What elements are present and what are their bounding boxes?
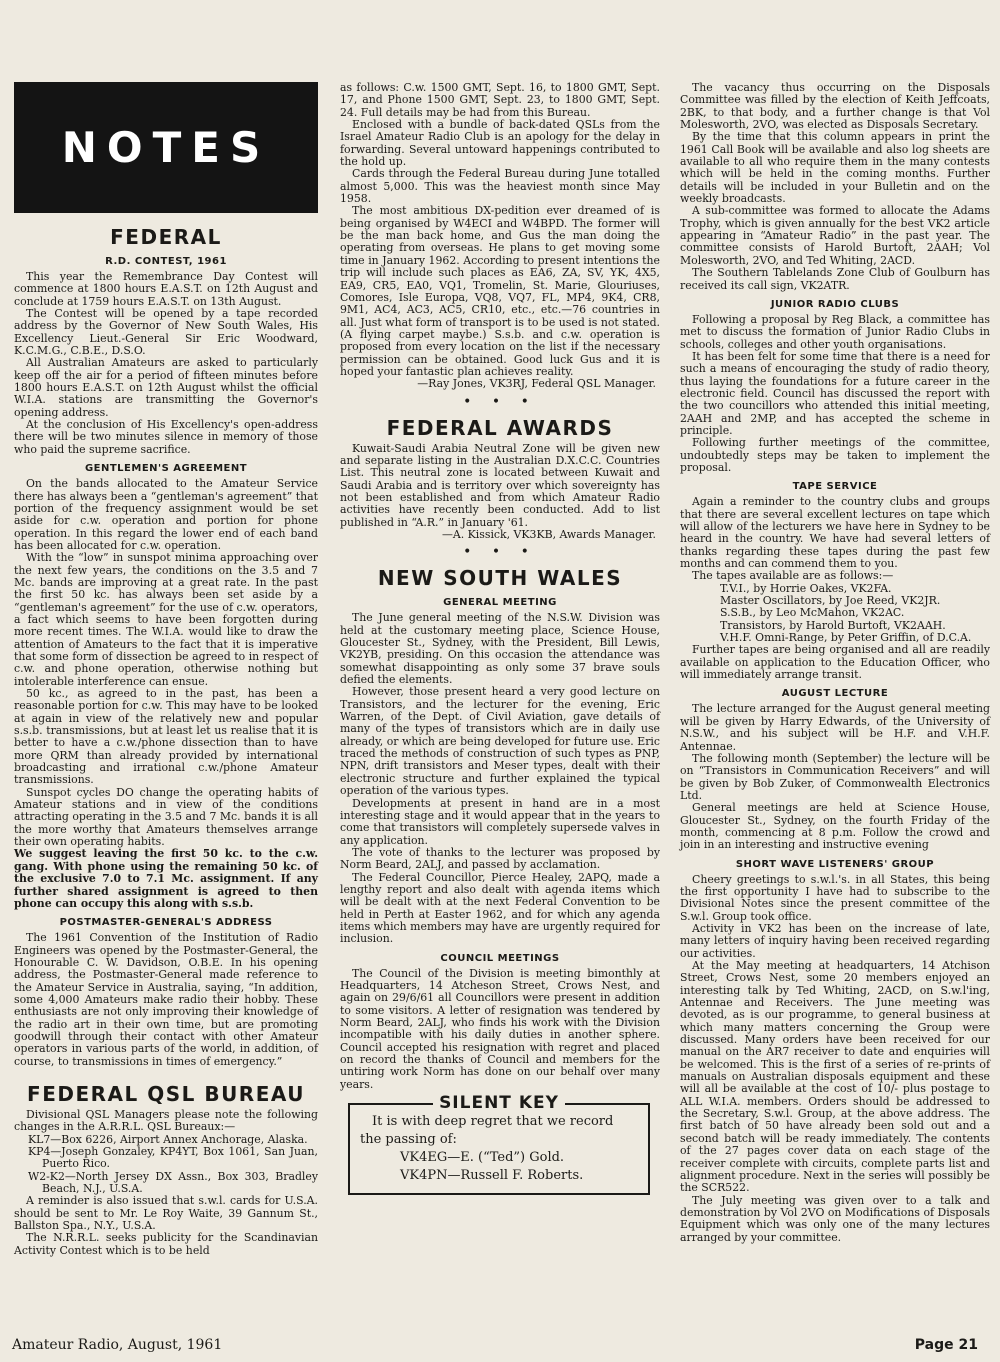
pmg-heading: POSTMASTER-GENERAL'S ADDRESS [59,917,273,929]
qsl-list-item: KP4—Joseph Gonzaley, KP4YT, Box 1061, San Juan, Puerto Rico. [28,1145,318,1171]
paragraph: Enclosed with a bundle of back-dated QSLs from the Israel Amateur Radio Club is an apology for the delay in forwarding. Several untoward happenings contributed to the hold up. [340,118,660,169]
rd-contest-heading: R.D. CONTEST, 1961 [105,256,227,267]
paragraph: The Council of the Division is meeting bimonthly at Headquarters, 14 Atcheson Street, Crows Nest, and again on 29/6/61 all Councillors were present in addition to some visitors. A letter of resignation was tendered by Norm Beard, 2ALJ, who finds his work with the Division incompatible with his daily duties in another sphere. Council accepted his resignation with regret and placed on record the thanks of Council and members for the untiring work Norm has done on our behalf over many years. [340,966,660,1091]
paragraph: Again a reminder to the country clubs and groups that there are several excellent lectures on tape which will allow of the lecturers we have here in Sydney to be heard in the country. We have had several letters of thanks regarding these tapes during the past few months and can commend them to you. [680,495,990,571]
gentlemens-heading: GENTLEMEN'S AGREEMENT [84,463,248,475]
paragraph: A reminder is also issued that s.w.l. cards for U.S.A. should be sent to Mr. Le Roy Waite, 39 Gannum St., Ballston Spa., N.Y., U.S.A. [14,1194,318,1233]
silent-key-member: VK4PN—Russell F. Roberts. [400,1168,584,1184]
swl-group-heading: SHORT WAVE LISTENERS' GROUP [735,858,935,870]
paragraph: The N.R.R.L. seeks publicity for the Scandinavian Activity Contest which is to be held [14,1231,318,1257]
tape-list-item: V.H.F. Omni-Range, by Peter Griffin, of D.C.A. [720,631,972,645]
paragraph: Following a proposal by Reg Black, a committee has met to discuss the formation of Junior Radio Clubs in schools, colleges and other youth organisations. [680,312,990,351]
paragraph: The Federal Councillor, Pierce Healey, 2APQ, made a lengthy report and also dealt with agenda items which will be dealt with at the next Federal Convention to be held in Perth at Easter 1962, and for which any agenda items which members may have are urgently required for inclusion. [340,870,660,946]
august-lecture-heading: AUGUST LECTURE [781,688,889,700]
paragraph: Cheery greetings to s.w.l.'s. in all States, this being the first opportunity I have had to subscribe to the Divisional Notes since the present committee of the S.w.l. Group took office. [680,872,990,923]
paragraph: as follows: C.w. 1500 GMT, Sept. 16, to 1800 GMT, Sept. 17, and Phone 1500 GMT, Sept. 23, to 1800 GMT, Sept. 24. Full details may be had from this Bureau. [340,81,660,119]
qsl-list-item: KL7—Box 6226, Airport Annex Anchorage, Alaska. [28,1132,308,1146]
paragraph: The June general meeting of the N.S.W. Division was held at the customary meeting place, Science House, Gloucester St., Sydney, with the President, Bill Lewis, VK2YB, presiding. On this occasion the attendance was somewhat disappointing as only some 37 brave souls defied the elements. [340,611,660,687]
paragraph: The vacancy thus occurring on the Disposals Committee was filled by the election of Keith Jeffcoats, 2BK, to that body, and a further change is that Vol Molesworth, 2VO, was elected as Disposals Secretary. [680,81,990,132]
column-middle [340,82,660,1195]
paragraph: Activity in VK2 has been on the increase of late, many letters of inquiry having been received regarding our activities. [680,921,990,960]
paragraph: It has been felt for some time that there is a need for such a means of encouraging the study of radio theory, thus laying the foundations for a future career in the electronic field. Council has discussed the report with the two councillors who attended this initial meeting, 2AAH and 2MP, and has accepted the scheme in principle. [680,349,990,437]
council-meetings-heading: COUNCIL MEETINGS [440,952,560,964]
signature: —Ray Jones, VK3RJ, Federal QSL Manager. [417,377,656,391]
paragraph: At the May meeting at headquarters, 14 Atchison Street, Crows Nest, some 20 members enjoyed an interesting talk by Ted Whiting, 2ACD, on S.w.l'ing, Antennae and Receivers. The June meeting was devoted, as is our programme, to general business at which many matters concerning the Group were discussed. Many orders have been received for our manual on the AR7 receiver to date and enquiries will be welcomed. This is the first of a series of re-prints of manuals on Australian disposals equipment and these will all be available at the cost of 10/- plus postage to ALL W.I.A. members. Orders should be addressed to the Secretary, S.w.l. Group, at the above address. The first batch of 50 have already been sold out and a second batch will be ready immediately. The contents of the 27 pages cover data on each stage of the receiver complete with circuits, complete parts list and alignment procedure. Next in the series will possibly be the SCR522. [680,959,990,1195]
paragraph: Cards through the Federal Bureau during June totalled almost 5,000. This was the heaviest month since May 1958. [340,167,660,206]
paragraph: The most ambitious DX-pedition ever dreamed of is being organised by W4ECI and W4BPD. The former will be the man back home, and Gus the man doing the operating from overseas. He plans to get moving some time in January 1962. According to present intentions the trip will include such places as EA6, ZA, SV, YK, 4X5, EA9, CR5, EA0, VQ1, Tromelin, St. Marie, Glouriuses, Comores, Isle Europa, VQ8, VQ7, FL, MP4, 9K4, CR8, 9M1, AC4, AC3, AC5, CR10, etc., etc.—76 countries in all. Just what form of transport is to be used is not stated. (A flying carpet maybe.) S.s.b. and c.w. operation is proposed from every location on the list if the necessary permission can be obtained. Good luck Gus and it is hoped your fantastic plan achieves reality. [340,204,660,378]
qsl-bureau-title: FEDERAL QSL BUREAU [27,1081,305,1106]
silent-key-member: VK4EG—E. (“Ted”) Gold. [400,1150,565,1166]
paragraph: General meetings are held at Science House, Gloucester St., Sydney, on the fourth Friday of the month, commencing at 8 p.m. Follow the crowd and join in an interesting and instructive evening [680,801,990,852]
paragraph: Developments at present in hand are in a most interesting stage and it would appear that in the years to come that transistors will completely supersede valves in any application. [340,796,660,847]
bold-suggestion: We suggest leaving the first 50 kc. to the c.w. gang. With phone using the remaining 50 kc. of the exclusive 7.0 to 7.1 Mc. assignment. If any further shared assignment is agreed to then phone can occupy this along with s.s.b. [14,847,318,910]
paragraph: Kuwait-Saudi Arabia Neutral Zone will be given new and separate listing in the Australian D.X.C.C. Countries List. This neutral zone is located between Kuwait and Saudi Arabia and is territory over which sovereignty has not been established and from which Amateur Radio activities have recently been conducted. Add to list published in “A.R.” in January '61. [340,441,660,529]
paragraph: By the time that this column appears in print the 1961 Call Book will be available and also log sheets are available to all who require them in the many contests which will be held in the coming months. Further details will be included in your Bulletin and on the weekly broadcasts. [680,130,990,206]
section-divider: • • • [463,393,537,410]
paragraph: Sunspot cycles DO change the operating habits of Amateur stations and in view of the conditions attracting operating in the 3.5 and 7 Mc. bands it is all the more worthy that Amateurs themselves arrange their own operating habits. [14,785,318,849]
notes-banner [14,82,318,213]
column-left [14,82,318,1257]
paragraph: The July meeting was given over to a talk and demonstration by Vol 2VO on Modifications of Disposals Equipment which was only one of the many lectures arranged by your committee. [680,1193,990,1244]
tape-list-item: Transistors, by Harold Burtoft, VK2AAH. [720,618,946,632]
federal-title: FEDERAL [110,225,222,249]
silent-key-box [348,1093,650,1195]
federal-awards-title: FEDERAL AWARDS [386,415,614,440]
silent-key-title: SILENT KEY [433,1093,565,1113]
paragraph: The 1961 Convention of the Institution of Radio Engineers was opened by the Postmaster-General, the Honourable C. W. Davidson, O.B.E. In his opening address, the Postmaster-General made reference to the Amateur Service in Australia, saying, “In addition, some 4,000 Amateurs make radio their hobby. These enthusiasts are not only improving their knowledge of the radio art in their own time, but are promoting goodwill through their contact with other Amateur operators in various parts of the world, in addition, of course, to transmissions in times of emergency.” [14,931,318,1068]
notes-header: NOTES [61,123,271,172]
paragraph: Following further meetings of the committee, undoubtedly steps may be taken to implement the proposal. [680,436,990,474]
paragraph: 50 kc., as agreed to in the past, has been a reasonable portion for c.w. This may have to be looked at again in view of the relatively new and popular s.s.b. transmissions, but at least let us realise that it is better to have a c.w./phone dissection than to have more QRM than already provided by international broadcasting and irrational c.w./phone Amateur transmissions. [14,687,318,787]
paragraph: However, those present heard a very good lecture on Transistors, and the lecturer for the evening, Eric Warren, of the Dept. of Civil Aviation, gave details of many of the types of transistors which are in daily use already, or which are being developed for future use. Eric traced the methods of construction of such types as PNP, NPN, drift transistors and Meser types, dealt with their electronic structure and further explained the typical operation of the various types. [340,685,660,798]
tape-list-item: S.S.B., by Leo McMahon, VK2AC. [720,606,905,620]
general-meeting-heading: GENERAL MEETING [443,597,557,609]
paragraph: The following month (September) the lecture will be on “Transistors in Communication Receivers” and will be given by Bob Zuker, of Commonwealth Electronics Ltd. [680,751,990,802]
paragraph: This year the Remembrance Day Contest will commence at 1800 hours E.A.S.T. on 12th August and conclude at 1759 hours E.A.S.T. on 13th August. [14,270,318,308]
paragraph: Divisional QSL Managers please note the following changes in the A.R.R.L. QSL Bureaux:— [14,1107,318,1134]
paragraph: Further tapes are being organised and all are readily available on application to the Education Officer, who will immediately arrange transit. [680,643,990,682]
paragraph: A sub-committee was formed to allocate the Adams Trophy, which is given annually for the best VK2 article appearing in “Amateur Radio” in the past year. The committee consists of Harold Burtoft, 2AAH; Vol Molesworth, 2VO, and Ted Whiting, 2ACD. [680,204,990,267]
paragraph: The vote of thanks to the lecturer was proposed by Norm Beard, 2ALJ, and passed by acclamation. [340,845,660,872]
paragraph: The Contest will be opened by a tape recorded address by the Governor of New South Wales, His Excellency Lieut.-General Sir Eric Woodward, K.C.M.G., C.B.E., D.S.O. [14,307,318,358]
signature: —A. Kissick, VK3KB, Awards Manager. [441,528,656,541]
paragraph: On the bands allocated to the Amateur Service there has always been a “gentleman's agreement” that portion of the frequency assignment would be set aside for c.w. operation and portion for phone operation. In this regard the lower end of each band has been allocated for c.w. operation. [14,477,318,552]
silent-key-text: It is with deep regret that we record the passing of: [360,1114,614,1148]
paragraph: The tapes available are as follows:— [692,569,894,583]
tape-list-item: Master Oscillators, by Joe Reed, VK2JR. [720,594,941,608]
page-footer [12,1337,978,1353]
qsl-list-item: W2-K2—North Jersey DX Assn., Box 303, Bradley Beach, N.J., U.S.A. [28,1169,318,1196]
column-right [680,82,990,1244]
section-divider: • • • [463,544,537,561]
nsw-title: NEW SOUTH WALES [377,566,623,591]
paragraph: All Australian Amateurs are asked to particularly keep off the air for a period of fifteen minutes before 1800 hours E.A.S.T. on 12th August whilst the official W.I.A. stations are transmitting the Governor's opening address. [14,356,318,419]
page-number: Page 21 [914,1337,978,1353]
tape-list-item: T.V.I., by Horrie Oakes, VK2FA. [720,581,892,595]
junior-clubs-heading: JUNIOR RADIO CLUBS [770,298,900,310]
paragraph: With the “low” in sunspot minima approaching over the next few years, the conditions on the 3.5 and 7 Mc. bands are improving at a great rate. In the past the first 50 kc. has always been set aside by a “gentleman's agreement” for the use of c.w. operators, a fact which seems to have been forgotten during more recent times. The W.I.A. would like to draw the attention of Amateurs to the fact that it is imperative that some form of dissection be agreed to in respect of c.w. and phone operation, otherwise nothing but intolerable interference can ensue. [14,551,318,688]
paragraph: The lecture arranged for the August general meeting will be given by Harry Edwards, of the University of N.S.W., and his subject will be H.F. and V.H.F. Antennae. [680,702,990,753]
tape-service-heading: TAPE SERVICE [792,481,878,493]
paragraph: At the conclusion of His Excellency's open-address there will be two minutes silence in memory of those who paid the supreme sacrifice. [14,418,318,456]
paragraph: The Southern Tablelands Zone Club of Goulburn has received its call sign, VK2ATR. [680,266,990,292]
footer-publication: Amateur Radio, August, 1961 [12,1337,223,1353]
